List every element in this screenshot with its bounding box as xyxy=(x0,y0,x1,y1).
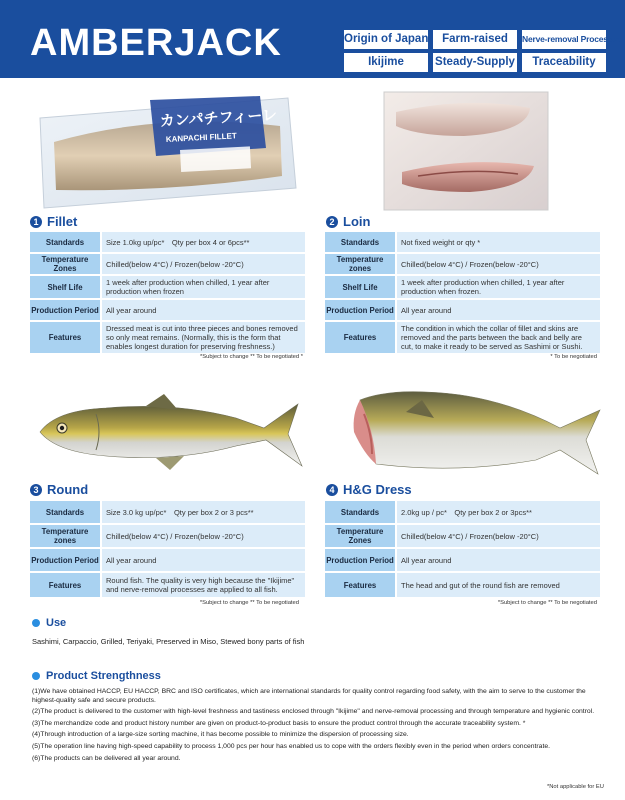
tag-traceability: Traceability xyxy=(522,53,606,72)
row-value: All year around xyxy=(395,549,600,571)
section-title: Round xyxy=(47,482,89,497)
row-label: Features xyxy=(325,322,395,353)
hg-dress-note: *Subject to change ** To be negotiated xyxy=(497,600,597,606)
section-number: 3 xyxy=(30,484,42,496)
row-value: Chilled(below 4°C) / Frozen(below -20°C) xyxy=(395,525,600,547)
row-label: Features xyxy=(325,573,395,597)
row-value: Chilled(below 4°C) / Frozen(below -20°C) xyxy=(100,525,305,547)
row-value: Round fish. The quality is very high because the "Ikijime" and nerve-removal processes are applied to all fish. xyxy=(100,573,305,597)
row-label: Production Period xyxy=(30,300,100,320)
table-row xyxy=(30,549,305,571)
row-value: The head and gut of the round fish are removed xyxy=(395,573,600,597)
row-label: Standards xyxy=(30,501,100,523)
table-row xyxy=(325,501,600,523)
section-round-heading xyxy=(30,482,88,497)
list-item: (6)The products can be delivered all year around. xyxy=(32,754,181,762)
table-row xyxy=(325,254,600,274)
tag-nerve-removal: Nerve-removal Processes xyxy=(522,30,606,49)
list-item: (3)The merchandize code and product history number are given on product-to-product basis to ensure the product control through the accurate traceability system. * xyxy=(32,719,526,727)
row-label: Temperature Zones xyxy=(30,254,100,274)
row-label: Temperature zones xyxy=(325,254,395,274)
row-label: Shelf Life xyxy=(30,276,100,298)
row-label: Temperature zones xyxy=(30,525,100,547)
row-label: Temperature Zones xyxy=(325,525,395,547)
row-label: Standards xyxy=(30,232,100,252)
round-note: *Subject to change ** To be negotiated xyxy=(199,600,299,606)
row-value: All year around xyxy=(100,300,305,320)
row-label: Features xyxy=(30,573,100,597)
table-row xyxy=(30,254,305,274)
round-fish-photo xyxy=(36,392,308,472)
row-label: Standards xyxy=(325,232,395,252)
loin-photo xyxy=(378,90,553,212)
row-label: Standards xyxy=(325,501,395,523)
row-value: 1 week after production when chilled, 1 year after production when frozen xyxy=(100,276,305,298)
section-number: 2 xyxy=(326,216,338,228)
list-item: (1)We have obtained HACCP, EU HACCP, BRC and ISO certificates, which are international standards for quality control regarding food safety, with the aim to serve to the customer the highest-quality safe and secure products. xyxy=(32,688,586,704)
row-value: 2.0kg up / pc* Qty per box 2 or 3pcs** xyxy=(395,501,600,523)
row-value: Size 1.0kg up/pc* Qty per box 4 or 6pcs** xyxy=(100,232,305,252)
table-row xyxy=(30,276,305,298)
list-item: (4)Through introduction of a large-size sorting machine, it has become possible to minimize the dispersion of processing size. xyxy=(32,731,409,739)
table-row xyxy=(325,232,600,252)
row-label: Production Period xyxy=(325,300,395,320)
table-row xyxy=(325,573,600,597)
row-label: Production Period xyxy=(30,549,100,571)
fillet-note: *Subject to change ** To be negotiated * xyxy=(199,354,303,360)
row-value: Chilled(below 4°C) / Frozen(below -20°C) xyxy=(395,254,600,274)
row-value: Not fixed weight or qty * xyxy=(395,232,600,252)
fillet-spec-table xyxy=(30,230,305,355)
round-spec-table xyxy=(30,499,305,599)
strength-heading-text: Product Strengthness xyxy=(46,670,161,682)
loin-note: * To be negotiated xyxy=(550,354,597,360)
tag-origin: Origin of Japan xyxy=(344,30,428,49)
section-fillet-heading xyxy=(30,214,77,229)
table-row xyxy=(325,525,600,547)
table-row xyxy=(30,300,305,320)
table-row xyxy=(325,549,600,571)
feature-tags xyxy=(344,30,622,72)
table-row xyxy=(30,501,305,523)
tag-steady-supply: Steady-Supply xyxy=(433,53,517,72)
fillet-package-photo xyxy=(30,92,300,214)
strength-list xyxy=(32,688,602,766)
use-heading xyxy=(32,617,66,629)
row-value: Chilled(below 4°C) / Frozen(below -20°C) xyxy=(100,254,305,274)
table-row xyxy=(325,322,600,353)
row-label: Production Period xyxy=(325,549,395,571)
row-value: 1 week after production when chilled, 1 year after production when frozen. xyxy=(395,276,600,298)
section-number: 4 xyxy=(326,484,338,496)
row-value: The condition in which the collar of fillet and skins are removed and the parts between the back and belly are cut, to make it ready to be served as Sashimi or Sushi. xyxy=(395,322,600,353)
section-number: 1 xyxy=(30,216,42,228)
header-banner xyxy=(0,0,625,78)
section-title: Loin xyxy=(343,214,371,229)
section-hg-dress-heading xyxy=(326,482,412,497)
table-row xyxy=(30,573,305,597)
row-label: Features xyxy=(30,322,100,353)
row-value: All year around xyxy=(100,549,305,571)
hg-dress-spec-table xyxy=(325,499,600,599)
use-heading-text: Use xyxy=(46,617,67,629)
table-row xyxy=(30,525,305,547)
row-value: Dressed meat is cut into three pieces and bones removed so only meat remains. (Normally, this is the form that enables longest duration for preserving freshness.) xyxy=(100,322,305,353)
loin-spec-table xyxy=(325,230,600,355)
list-item: (2)The product is delivered to the customer with high-level freshness and tastiness enclosed through "Ikijime" and nerve-removal processing and through temperature and hygienic control. xyxy=(32,708,595,716)
table-row xyxy=(30,232,305,252)
row-value: All year around xyxy=(395,300,600,320)
use-text: Sashimi, Carpaccio, Grilled, Teriyaki, Preserved in Miso, Stewed bony parts of fish xyxy=(32,637,305,646)
eu-footnote: *Not applicable for EU xyxy=(546,784,604,790)
list-item: (5)The operation line having high-speed capability to process 1,000 pcs per hour has enabled us to cope with the orders flexibly even in the period when orders concentrate. xyxy=(32,742,551,750)
table-row xyxy=(30,322,305,353)
table-row xyxy=(325,276,600,298)
bullet-dot xyxy=(32,619,40,627)
hg-dress-photo xyxy=(346,384,604,480)
strength-heading xyxy=(32,670,161,682)
section-loin-heading xyxy=(326,214,370,229)
tag-ikijime: Ikijime xyxy=(344,53,428,72)
row-label: Shelf Life xyxy=(325,276,395,298)
page-title: AMBERJACK xyxy=(30,22,282,64)
package-english-text: KANPACHI FILLET xyxy=(165,131,237,144)
tag-farm-raised: Farm-raised xyxy=(433,30,517,49)
section-title: Fillet xyxy=(47,214,78,229)
bullet-dot xyxy=(32,672,40,680)
table-row xyxy=(325,300,600,320)
section-title: H&G Dress xyxy=(343,482,412,497)
package-brand-text: カンパチフィーレ xyxy=(159,105,278,130)
row-value: Size 3.0 kg up/pc* Qty per box 2 or 3 pcs** xyxy=(100,501,305,523)
